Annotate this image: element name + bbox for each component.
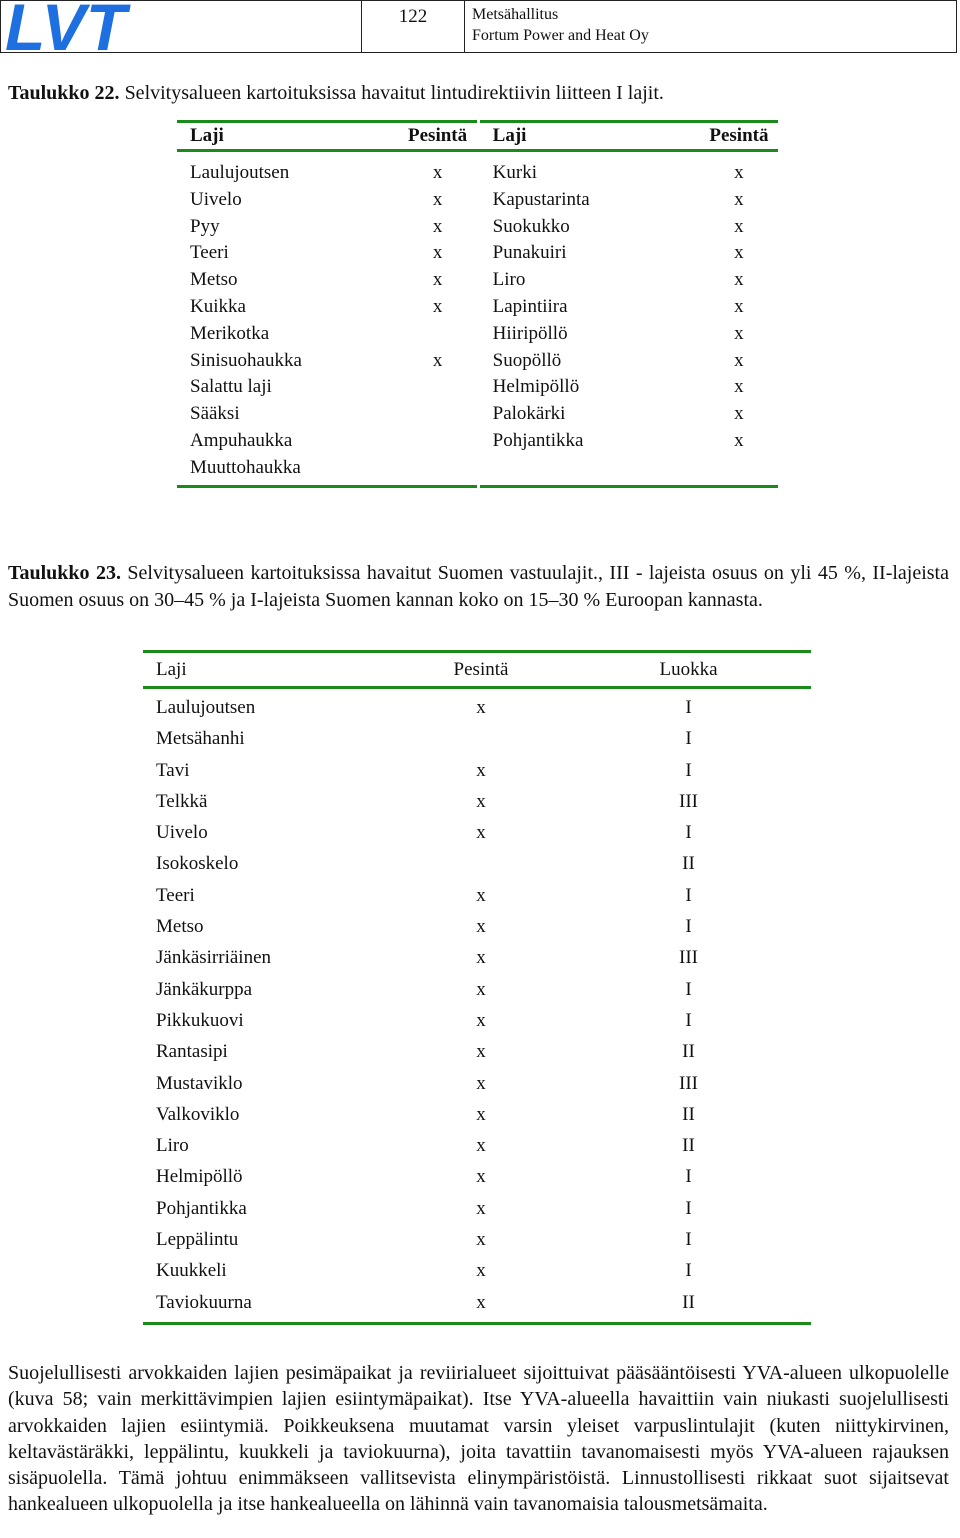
table-row xyxy=(143,723,811,754)
table-row xyxy=(143,1255,811,1286)
table22-caption-label: Taulukko 22. xyxy=(8,82,120,104)
table23-cell-laji: Tavi xyxy=(156,759,190,781)
table22-cell-pesinta-1: x xyxy=(432,349,443,371)
table-row xyxy=(143,1287,811,1324)
table22-body xyxy=(177,151,778,487)
table23-cell-pesinta: x xyxy=(476,1260,486,1282)
table23-cell-pesinta: x xyxy=(476,1041,486,1063)
table23-cell-pesinta: x xyxy=(476,978,486,1000)
table22-cell-laji-2: Suokukko xyxy=(478,214,700,241)
table23-header-luokka: Luokka xyxy=(566,652,811,688)
table23-cell-pesinta: x xyxy=(476,1291,486,1313)
table22-cell-laji-2: Punakuiri xyxy=(478,240,700,267)
table22-cell-pesinta-2: x xyxy=(734,188,744,210)
table22-cell-laji-2: Kurki xyxy=(478,151,700,187)
table23-body xyxy=(143,688,811,1324)
table-row xyxy=(143,755,811,786)
table23-cell-luokka: II xyxy=(682,853,695,875)
table22-cell-laji-1: Merikotka xyxy=(190,322,270,344)
table23-cell-laji: Jänkäkurppa xyxy=(156,978,253,1000)
table23-cell-luokka: I xyxy=(685,1197,692,1219)
table-row xyxy=(143,688,811,724)
table22-cell-laji-2: Helmipöllö xyxy=(478,374,700,401)
table-row xyxy=(177,401,778,428)
table22-cell-laji-2: Pohjantikka xyxy=(478,428,700,455)
org-line-1: Metsähallitus xyxy=(472,6,559,23)
table-row xyxy=(177,428,778,455)
table-row xyxy=(177,267,778,294)
table22-cell-pesinta-1 xyxy=(399,374,479,401)
table22-cell-pesinta-2: x xyxy=(734,429,744,451)
table22-cell-pesinta-1 xyxy=(399,321,479,348)
table23-cell-laji: Isokoskelo xyxy=(156,853,239,875)
table22-cell-pesinta-1: x xyxy=(432,242,443,264)
table23-cell-luokka: II xyxy=(682,1135,695,1157)
table-row xyxy=(143,1130,811,1161)
table23-cell-laji: Jänkäsirriäinen xyxy=(156,947,272,969)
lvt-logo xyxy=(5,0,131,55)
table23-cell-luokka: I xyxy=(685,978,692,1000)
org-line-2: Fortum Power and Heat Oy xyxy=(472,27,649,44)
table23-cell-laji: Rantasipi xyxy=(156,1041,228,1063)
table22-cell-pesinta-1: x xyxy=(432,269,443,291)
table23-cell-luokka: II xyxy=(682,1291,695,1313)
table22-cell-pesinta-2: x xyxy=(734,269,744,291)
table23-caption-label: Taulukko 23. xyxy=(8,562,121,584)
table23-cell-pesinta: x xyxy=(476,916,486,938)
table-row xyxy=(143,1193,811,1224)
table23-cell-pesinta xyxy=(396,848,566,879)
organization-block xyxy=(465,1,956,52)
table23-cell-pesinta: x xyxy=(476,1103,486,1125)
table-row xyxy=(143,974,811,1005)
table-row xyxy=(143,1099,811,1130)
table22-header-pesinta-2: Pesintä xyxy=(700,122,778,151)
table23-cell-pesinta: x xyxy=(476,790,486,812)
table23-cell-luokka: II xyxy=(682,1041,695,1063)
table23-caption-text: Selvitysalueen kartoituksissa havaitut Suomen vastuulajit., III - lajeista osuus on yli 45 %, II-lajeista Suomen osuus on 30–45 % ja I-lajeista Suomen kannan koko on 15–30 % Euroopan kannasta. xyxy=(8,562,949,611)
table22-cell-laji-2: Hiiripöllö xyxy=(478,321,700,348)
table22-header-pesinta-1: Pesintä xyxy=(399,122,479,151)
table22-cell-pesinta-1: x xyxy=(432,295,443,317)
table23-cell-laji: Pikkukuovi xyxy=(156,1009,244,1031)
table-row xyxy=(143,1005,811,1036)
table23-cell-laji: Helmipöllö xyxy=(156,1166,243,1188)
table23-cell-laji: Taviokuurna xyxy=(156,1291,252,1313)
table22-cell-pesinta-1: x xyxy=(432,188,443,210)
table23-header-row xyxy=(143,652,811,688)
table22-cell-laji-2 xyxy=(478,455,700,486)
table23-cell-luokka: I xyxy=(685,1166,692,1188)
table23-cell-pesinta xyxy=(396,723,566,754)
table22-cell-laji-1: Laulujoutsen xyxy=(190,162,290,183)
table22-cell-pesinta-2: x xyxy=(734,215,744,237)
table23-cell-laji: Leppälintu xyxy=(156,1229,239,1251)
table22-cell-pesinta-1 xyxy=(399,401,479,428)
table-row xyxy=(177,214,778,241)
table23-cell-pesinta: x xyxy=(476,1009,486,1031)
table22-cell-laji-1: Uivelo xyxy=(190,188,242,210)
table23-cell-luokka: III xyxy=(679,790,698,812)
table22-cell-laji-2: Lapintiira xyxy=(478,294,700,321)
table-row xyxy=(143,911,811,942)
table22-cell-pesinta-2: x xyxy=(734,322,744,344)
table23-cell-laji: Liro xyxy=(156,1135,189,1157)
table22-cell-pesinta-2: x xyxy=(734,242,744,264)
table23-cell-pesinta: x xyxy=(476,1135,486,1157)
table-row xyxy=(143,786,811,817)
table23-caption xyxy=(8,560,949,613)
table22-cell-pesinta-1 xyxy=(399,455,479,486)
table23-cell-pesinta: x xyxy=(476,1197,486,1219)
table22-cell-pesinta-1 xyxy=(399,428,479,455)
table-row xyxy=(143,1036,811,1067)
table22-cell-pesinta-1: x xyxy=(432,162,443,183)
table22-header-laji-1: Laji xyxy=(177,122,399,151)
table23-cell-pesinta: x xyxy=(476,884,486,906)
table23-cell-laji: Mustaviklo xyxy=(156,1072,243,1094)
table22-cell-laji-1: Sääksi xyxy=(190,403,240,425)
table22-cell-laji-1: Muuttohaukka xyxy=(190,456,301,478)
table22-header-laji-2: Laji xyxy=(478,122,700,151)
table23-cell-pesinta: x xyxy=(476,1072,486,1094)
table23-cell-laji: Metso xyxy=(156,916,204,938)
table23-cell-luokka: I xyxy=(685,916,692,938)
table23-cell-luokka: I xyxy=(685,1229,692,1251)
table22-cell-laji-1: Sinisuohaukka xyxy=(190,349,302,371)
table-row xyxy=(177,321,778,348)
table23-cell-luokka: I xyxy=(685,884,692,906)
table23-cell-luokka: I xyxy=(685,1009,692,1031)
table-row xyxy=(177,187,778,214)
table23-cell-laji: Metsähanhi xyxy=(156,728,245,750)
table23-cell-laji: Laulujoutsen xyxy=(156,697,256,718)
table22-cell-pesinta-1: x xyxy=(432,215,443,237)
table22-cell-laji-1: Salattu laji xyxy=(190,376,272,398)
table23-cell-luokka: I xyxy=(685,822,692,844)
table23-cell-laji: Pohjantikka xyxy=(156,1197,247,1219)
table23-cell-pesinta: x xyxy=(476,947,486,969)
page-number: 122 xyxy=(362,1,465,52)
table22-cell-pesinta-2: x xyxy=(734,295,744,317)
table23-header-laji: Laji xyxy=(143,652,396,688)
logo-text: LVT xyxy=(5,0,127,55)
table-row xyxy=(143,848,811,879)
table23-cell-luokka: I xyxy=(685,1260,692,1282)
table23-cell-laji: Teeri xyxy=(156,884,195,906)
table22-cell-laji-1: Teeri xyxy=(190,242,229,264)
table22-cell-laji-1: Metso xyxy=(190,269,238,291)
table22-header-row xyxy=(177,122,778,151)
table-row xyxy=(177,374,778,401)
table23-header-pesinta: Pesintä xyxy=(396,652,566,688)
table-22 xyxy=(177,120,778,488)
table-row xyxy=(143,1161,811,1192)
table23-cell-luokka: I xyxy=(685,728,692,750)
table22-cell-laji-1: Ampuhaukka xyxy=(190,429,293,451)
table23-cell-luokka: II xyxy=(682,1103,695,1125)
table22-cell-pesinta-2: x xyxy=(734,376,744,398)
table22-caption-text: Selvitysalueen kartoituksissa havaitut lintudirektiivin liitteen I lajit. xyxy=(119,82,664,104)
table-row xyxy=(177,348,778,375)
table23-cell-luokka: III xyxy=(679,1072,698,1094)
table-23 xyxy=(143,650,811,1325)
table22-cell-pesinta-2: x xyxy=(734,349,744,371)
table22-cell-laji-2: Kapustarinta xyxy=(478,187,700,214)
table23-cell-pesinta: x xyxy=(476,1229,486,1251)
table-row xyxy=(143,880,811,911)
table-row xyxy=(177,294,778,321)
table23-cell-luokka: I xyxy=(685,759,692,781)
table22-cell-laji-1: Pyy xyxy=(190,215,220,237)
table22-cell-laji-1: Kuikka xyxy=(190,295,246,317)
table22-cell-laji-2: Liro xyxy=(478,267,700,294)
table23-cell-pesinta: x xyxy=(476,697,486,718)
table23-cell-laji: Uivelo xyxy=(156,822,208,844)
table22-cell-laji-2: Suopöllö xyxy=(478,348,700,375)
table-row xyxy=(177,240,778,267)
table23-cell-laji: Telkkä xyxy=(156,790,208,812)
table22-cell-pesinta-2 xyxy=(700,455,778,486)
table-row xyxy=(177,455,778,486)
table23-cell-pesinta: x xyxy=(476,822,486,844)
table-row xyxy=(143,1224,811,1255)
table23-cell-luokka: I xyxy=(685,697,692,718)
table-row xyxy=(143,1068,811,1099)
table23-cell-pesinta: x xyxy=(476,1166,486,1188)
logo-cell xyxy=(1,0,362,55)
table-row xyxy=(143,817,811,848)
table23-cell-luokka: III xyxy=(679,947,698,969)
page-header xyxy=(0,0,957,53)
table22-cell-laji-2: Palokärki xyxy=(478,401,700,428)
table-row xyxy=(143,942,811,973)
table22-cell-pesinta-2: x xyxy=(734,403,744,425)
table22-cell-pesinta-2: x xyxy=(734,162,744,183)
table23-cell-pesinta: x xyxy=(476,759,486,781)
table22-caption xyxy=(8,80,949,107)
table-row xyxy=(177,151,778,187)
body-paragraph: Suojelullisesti arvokkaiden lajien pesimäpaikat ja reviirialueet sijoittuivat pääsääntöisesti YVA-alueen ulkopuolelle (kuva 58; vain merkittävimpien lajien esiintymäpaikat). Itse YVA-alueella havaittiin vain niukasti suojelullisesti arvokkaiden lajien esiintymiä. Poikkeuksena muutamat varsin yleiset varpuslintulajit (kuten niittykirvinen, keltavästäräkki, leppälintu, kuukkeli ja taviokuurna), joita tavattiin tavanomaisesti myös YVA-alueen rajauksen sisäpuolella. Tämä johtuu enimmäkseen vallitsevista elinympäristöistä. Linnustollisesti rikkaat suot sijaitsevat hankealueen ulkopuolella ja itse hankealueella on lähinnä vain tavanomaisia talousmetsämaita. xyxy=(8,1362,949,1516)
table23-cell-laji: Kuukkeli xyxy=(156,1260,227,1282)
table23-cell-laji: Valkoviklo xyxy=(156,1103,240,1125)
